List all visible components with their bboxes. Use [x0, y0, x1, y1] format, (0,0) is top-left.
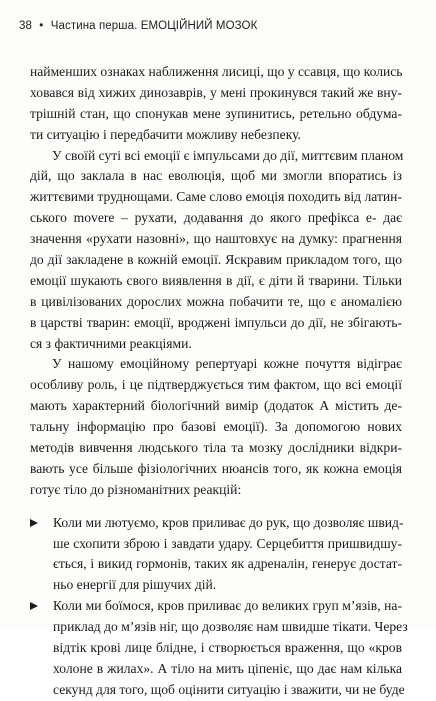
- text-line: У нашому емоційному репертуарі кожне почуття відіграє: [52, 356, 402, 372]
- page-body: [30, 62, 408, 701]
- text-line: секунд для того, щоб оцінити ситуацію і зважити, чи не буде: [53, 681, 405, 697]
- text-line: холоне в жилах». А тіло на мить ціпеніє, що дає нам кілька: [53, 660, 402, 676]
- bullet-item-fear: [30, 596, 408, 700]
- text-line: ся з фактичними реакціями.: [30, 335, 192, 351]
- text-line: дій, що заклала в нас еволюція, щоб ми змогли впоратись із: [30, 168, 402, 184]
- text-line: емоції шукають свого виявлення в дії, є діти й тварини. Тільки: [30, 272, 402, 288]
- text-line: ється, і викид гормонів, таких як адреналін, генерує достат-: [53, 556, 402, 572]
- text-line: тальну інформацію про базові емоції). За допомогою нових: [30, 419, 402, 435]
- bullet-item-anger: [30, 513, 402, 597]
- paragraph-2: [30, 146, 402, 355]
- triangle-bullet-icon: [30, 602, 38, 610]
- text-line: приклад до м’язів ніг, що дозволяє нам швидше тікати. Через: [53, 619, 408, 635]
- text-line: ти ситуацію і передбачити можливу небезпеку.: [30, 126, 301, 142]
- text-line: вають усе більше фізіологічних нюансів того, як кожна емоція: [30, 460, 402, 476]
- text-line: в царстві тварин: емоції, вроджені імпульси до дії, не збігають-: [30, 314, 402, 330]
- text-line: значення «рухати назовні», що наштовхує на думку: прагнення: [30, 231, 402, 247]
- text-line: ньо енергії для рішучих дій.: [53, 577, 217, 593]
- text-line: мають характерний біологічний вимір (додаток А містить де-: [30, 398, 402, 414]
- text-line: ше схопити зброю і завдати удару. Серцебиття пришвидшу-: [53, 535, 402, 551]
- header-separator: •: [39, 20, 44, 32]
- text-line: найменших ознаках наближення лисиці, що у ссавця, що колись: [30, 64, 403, 79]
- section-title: Частина перша. ЕМОЦІЙНИЙ МОЗОК: [50, 20, 258, 32]
- triangle-bullet-icon: [30, 519, 38, 527]
- page-number: 38: [19, 20, 32, 32]
- text-line: до дії закладене в кожній емоції. Яскравим прикладом того, що: [30, 252, 402, 268]
- paragraph-3: [30, 354, 402, 500]
- spacer: [30, 501, 402, 513]
- text-line: Коли ми лютуємо, кров приливає до рук, що дозволяє швид-: [53, 514, 404, 530]
- text-line: ського movere – рухати, додавання до якого префікса е- дає: [30, 210, 402, 226]
- paragraph-1: [30, 62, 402, 146]
- text-line: У своїй суті всі емоції є імпульсами до дії, миттєвим планом: [52, 147, 404, 163]
- text-line: життєвими труднощами. Саме слово емоція походить від латин-: [30, 189, 402, 205]
- text-line: ховався від хижих динозаврів, у мені прокинувся такий же вну-: [30, 84, 402, 100]
- running-header: [19, 20, 419, 32]
- text-line: особливу роль, і це підтверджується тим фактом, що всі емоції: [30, 377, 402, 393]
- text-line: відтік крові лице блідне, і створюється враження, що «кров: [53, 640, 402, 656]
- text-line: Коли ми боїмося, кров приливає до великих груп м’язів, на-: [53, 598, 402, 614]
- text-line: трішній стан, що спонукав мене зупинитись, ретельно обдума-: [30, 105, 402, 121]
- text-line: готує тіло до різноманітних реакцій:: [30, 481, 242, 497]
- text-line: методів вивчення людського тіла та мозку дослідники відкри-: [30, 440, 402, 456]
- text-line: в цивілізованих дорослих можна побачити те, що є аномалією: [30, 293, 402, 309]
